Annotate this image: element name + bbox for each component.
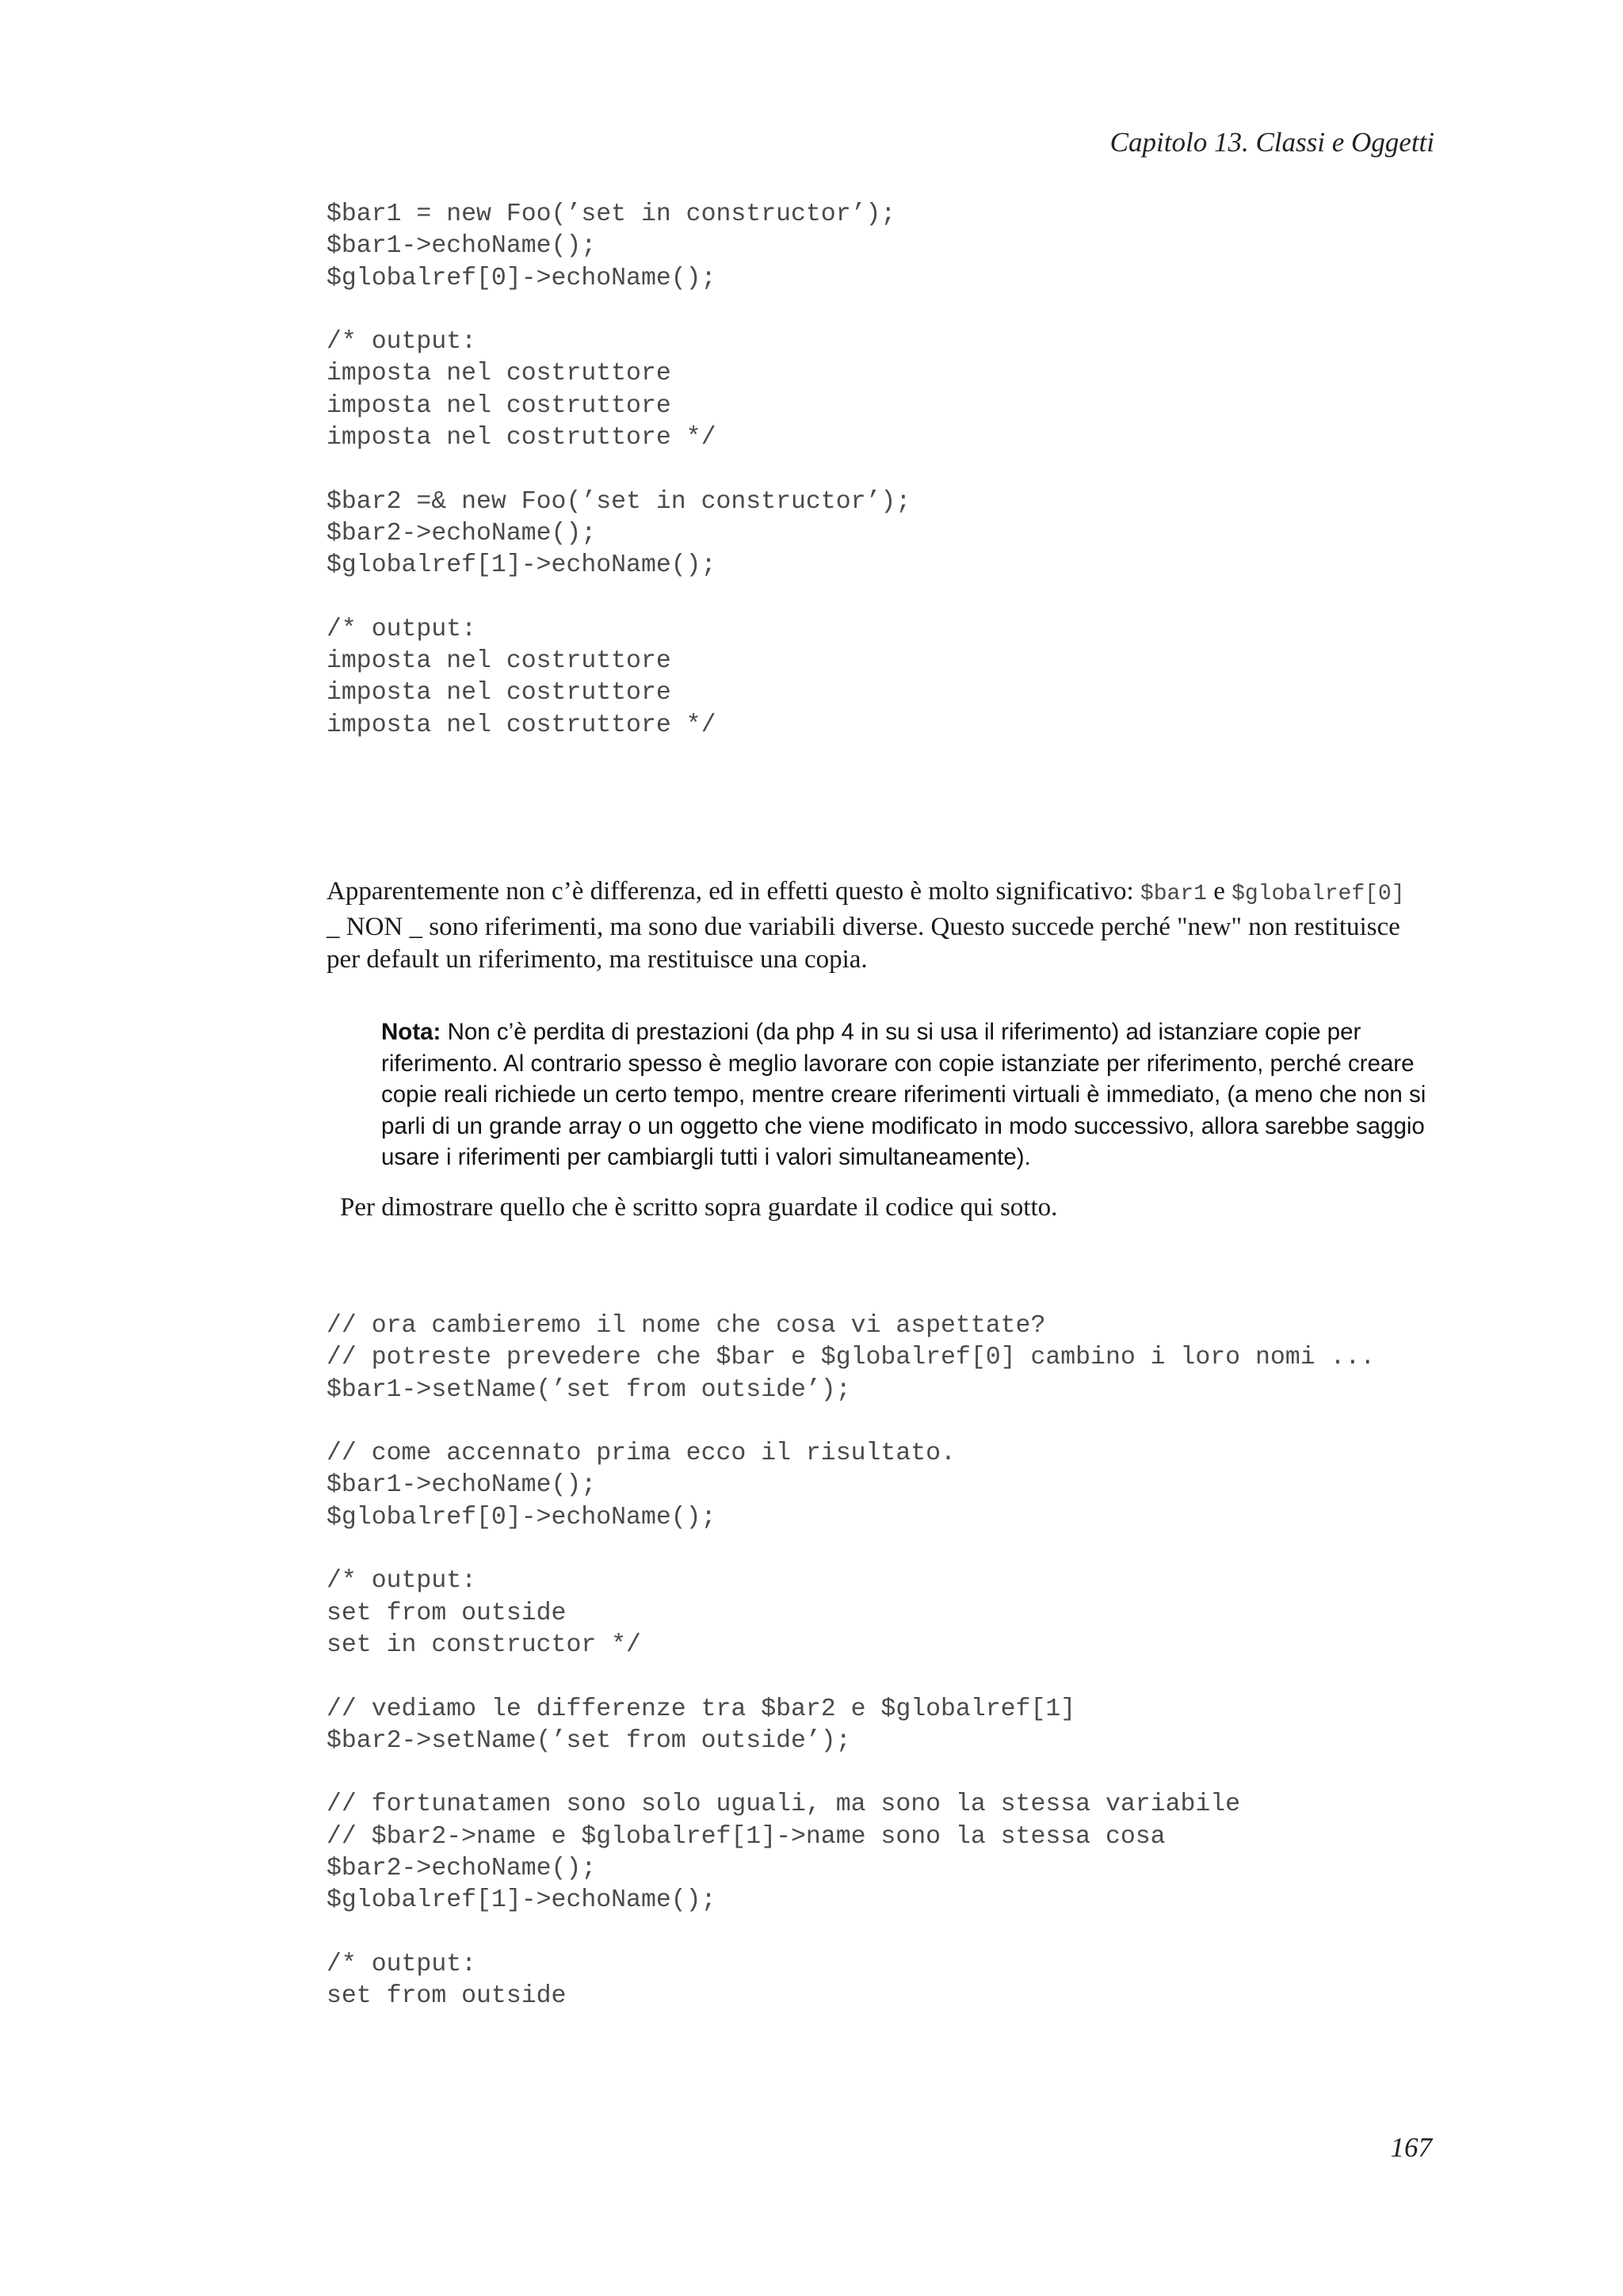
paragraph-text: Apparentemente non c’è differenza, ed in effetti questo è molto significativo: — [327, 877, 1140, 906]
code-block-constructor-output: $bar1 = new Foo(’set in constructor’); $bar1->echoName(); $globalref[0]->echoName(); /* output: imposta nel costruttore imposta nel costruttore imposta nel costruttore */ $bar2 =& new Foo(’set in constructor’); $bar2->echoName(); $globalref[1]->echoName(); /* output: imposta nel costruttore imposta nel costruttore imposta nel costruttore */ — [327, 200, 911, 739]
paragraph-explanation — [327, 875, 1420, 977]
paragraph-intro-code: Per dimostrare quello che è scritto sopra guardate il codice qui sotto. — [340, 1193, 1058, 1222]
inline-code-globalref: $globalref[0] — [1232, 882, 1405, 906]
code-block-setname-output: // ora cambieremo il nome che cosa vi aspettate? // potreste prevedere che $bar e $globalref[0] cambino i loro nomi ... $bar1->setName(’set from outside’); // come accennato prima ecco il risultato. $bar1->echoName(); $globalref[0]->echoName(); /* output: set from outside set in constructor */ // vediamo le differenze tra $bar2 e $globalref[1] $bar2->setName(’set from outside’); // fortunatamen sono solo uguali, ma sono la stessa variabile // $bar2->name e $globalref[1]->name sono la stessa cosa $bar2->echoName(); $globalref[1]->echoName(); /* output: set from outside — [327, 1312, 1376, 2011]
page-number: 167 — [1390, 2132, 1432, 2163]
note-text: Non c’è perdita di prestazioni (da php 4 in su si usa il riferimento) ad istanziare copie per riferimento. Al contrario spesso è meglio lavorare con copie istanziate per riferimento, perché creare copie reali richiede un certo tempo, mentre creare riferimenti virtuali è immediato, (a meno che non si parli di un grande array o un oggetto che viene modificato in modo successivo, allora sarebbe saggio usare i riferimenti per cambiargli tutti i valori simultaneamente). — [381, 1019, 1426, 1170]
paragraph-text: e — [1206, 877, 1232, 906]
note-label: Nota: — [381, 1019, 441, 1045]
chapter-header: Capitolo 13. Classi e Oggetti — [1109, 127, 1434, 158]
inline-code-bar1: $bar1 — [1140, 882, 1207, 906]
note-box — [381, 1016, 1443, 1173]
paragraph-text: _ NON _ sono riferimenti, ma sono due variabili diverse. Questo succede perché "new" non restituisce per default un riferimento, ma restituisce una copia. — [327, 912, 1400, 974]
